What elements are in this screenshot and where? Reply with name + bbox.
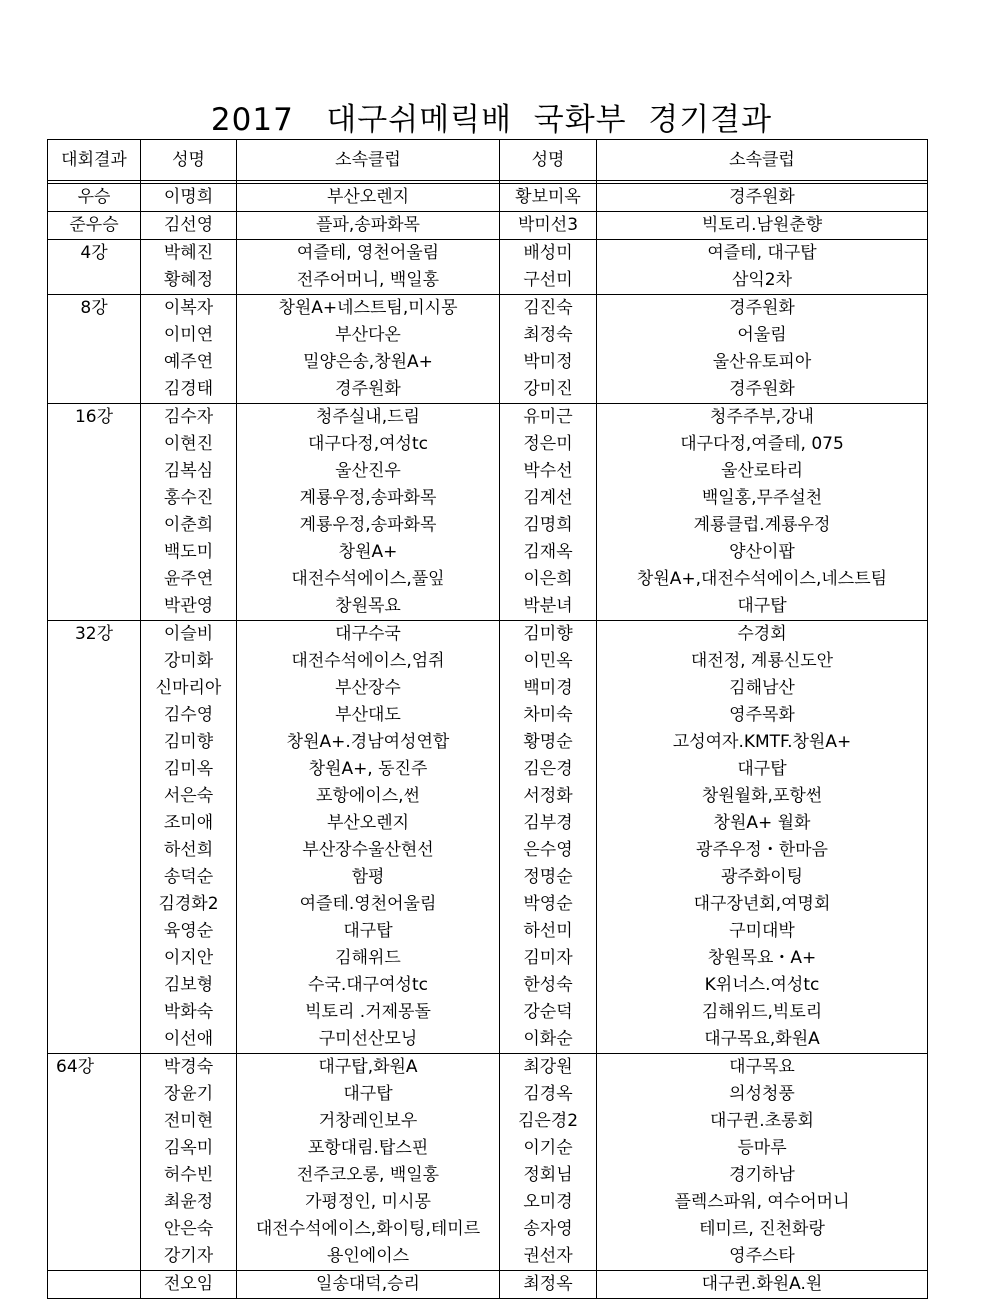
table-row (48, 184, 928, 212)
winner-club: 울산진우 (237, 458, 500, 485)
opponent-club: 여즐테, 대구탑 (597, 240, 928, 268)
winner-club: 부산장수 (237, 675, 500, 702)
winner-name: 김선영 (141, 212, 237, 240)
winner-club: 구미선산모닝 (237, 1026, 500, 1054)
table-row (48, 972, 928, 999)
winner-name: 송덕순 (141, 864, 237, 891)
opponent-club: 대구퀸.화원A.원 (597, 1271, 928, 1299)
opponent-club: 창원A+ 월화 (597, 810, 928, 837)
winner-name: 이현진 (141, 431, 237, 458)
opponent-name: 황보미옥 (500, 184, 597, 212)
stage-cell (48, 322, 141, 349)
opponent-club: 수경회 (597, 621, 928, 649)
winner-name: 김경태 (141, 376, 237, 404)
table-row (48, 349, 928, 376)
opponent-club: 대구목요,화원A (597, 1026, 928, 1054)
opponent-name: 하선미 (500, 918, 597, 945)
opponent-name: 배성미 (500, 240, 597, 268)
table-row (48, 539, 928, 566)
opponent-name: 김경옥 (500, 1081, 597, 1108)
winner-club: 경주원화 (237, 376, 500, 404)
opponent-name: 유미근 (500, 404, 597, 432)
table-row (48, 837, 928, 864)
winner-name: 백도미 (141, 539, 237, 566)
opponent-name: 한성숙 (500, 972, 597, 999)
table-row (48, 240, 928, 268)
winner-club: 대구수국 (237, 621, 500, 649)
winner-club: 부산대도 (237, 702, 500, 729)
winner-name: 조미애 (141, 810, 237, 837)
opponent-club: 백일홍,무주설천 (597, 485, 928, 512)
winner-club: 플파,송파화목 (237, 212, 500, 240)
winner-club: 여즐테, 영천어울림 (237, 240, 500, 268)
opponent-club: 대구탑 (597, 756, 928, 783)
opponent-name: 김부경 (500, 810, 597, 837)
opponent-club: 경기하남 (597, 1162, 928, 1189)
header-name-1: 성명 (141, 140, 237, 181)
table-row (48, 1243, 928, 1271)
opponent-name: 이화순 (500, 1026, 597, 1054)
table-row (48, 512, 928, 539)
winner-name: 김경화2 (141, 891, 237, 918)
table-row (48, 621, 928, 649)
opponent-name: 박영순 (500, 891, 597, 918)
stage-cell (48, 1216, 141, 1243)
winner-name: 이명희 (141, 184, 237, 212)
winner-club: 밀양은송,창원A+ (237, 349, 500, 376)
winner-name: 전오임 (141, 1271, 237, 1299)
winner-name: 박관영 (141, 593, 237, 621)
opponent-name: 정명순 (500, 864, 597, 891)
stage-cell (48, 485, 141, 512)
opponent-name: 서정화 (500, 783, 597, 810)
opponent-name: 김명희 (500, 512, 597, 539)
winner-club: 일송대덕,승리 (237, 1271, 500, 1299)
winner-club: 대전수석에이스,화이팅,테미르 (237, 1216, 500, 1243)
table-row (48, 999, 928, 1026)
winner-club: 가평정인, 미시몽 (237, 1189, 500, 1216)
stage-cell: 8강 (48, 295, 141, 323)
winner-name: 홍수진 (141, 485, 237, 512)
opponent-name: 황명순 (500, 729, 597, 756)
opponent-club: 대전정, 계룡신도안 (597, 648, 928, 675)
opponent-name: 박수선 (500, 458, 597, 485)
opponent-club: 대구목요 (597, 1054, 928, 1082)
winner-name: 이춘희 (141, 512, 237, 539)
table-row (48, 267, 928, 295)
opponent-club: 영주스타 (597, 1243, 928, 1271)
winner-club: 부산오렌지 (237, 810, 500, 837)
table-row (48, 1026, 928, 1054)
winner-name: 황혜정 (141, 267, 237, 295)
winner-name: 김복심 (141, 458, 237, 485)
table-row (48, 702, 928, 729)
header-name-2: 성명 (500, 140, 597, 181)
winner-club: 창원A+ (237, 539, 500, 566)
opponent-name: 김미자 (500, 945, 597, 972)
stage-cell: 64강 (48, 1054, 141, 1082)
winner-name: 이선애 (141, 1026, 237, 1054)
table-row (48, 1081, 928, 1108)
stage-cell (48, 349, 141, 376)
stage-cell: 4강 (48, 240, 141, 268)
table-row (48, 212, 928, 240)
table-row (48, 485, 928, 512)
winner-club: 대전수석에이스,풀잎 (237, 566, 500, 593)
table-row (48, 404, 928, 432)
stage-cell (48, 864, 141, 891)
opponent-name: 이은희 (500, 566, 597, 593)
opponent-name: 구선미 (500, 267, 597, 295)
winner-club: 대구탑,화원A (237, 1054, 500, 1082)
table-row (48, 295, 928, 323)
opponent-name: 박미선3 (500, 212, 597, 240)
opponent-name: 오미경 (500, 1189, 597, 1216)
stage-cell (48, 837, 141, 864)
winner-club: 대전수석에이스,엄쥐 (237, 648, 500, 675)
table-row (48, 810, 928, 837)
opponent-club: 울산유토피아 (597, 349, 928, 376)
stage-cell (48, 458, 141, 485)
opponent-club: 삼익2차 (597, 267, 928, 295)
winner-name: 강미화 (141, 648, 237, 675)
winner-club: 계룡우정,송파화목 (237, 485, 500, 512)
winner-club: 부산다온 (237, 322, 500, 349)
winner-name: 이슬비 (141, 621, 237, 649)
opponent-club: 경주원화 (597, 184, 928, 212)
stage-cell (48, 431, 141, 458)
stage-cell (48, 1189, 141, 1216)
stage-cell (48, 810, 141, 837)
opponent-name: 이민옥 (500, 648, 597, 675)
opponent-club: 김해남산 (597, 675, 928, 702)
opponent-club: 광주우정・한마음 (597, 837, 928, 864)
winner-club: 대구탑 (237, 1081, 500, 1108)
opponent-name: 이기순 (500, 1135, 597, 1162)
winner-club: 전주코오롱, 백일홍 (237, 1162, 500, 1189)
stage-cell (48, 783, 141, 810)
opponent-club: 대구퀸.초롱회 (597, 1108, 928, 1135)
table-row (48, 431, 928, 458)
header-stage: 대회결과 (48, 140, 141, 181)
table-row (48, 376, 928, 404)
opponent-club: 테미르, 진천화랑 (597, 1216, 928, 1243)
opponent-club: 대구다정,여즐테, 075 (597, 431, 928, 458)
table-row (48, 1135, 928, 1162)
opponent-club: 의성청풍 (597, 1081, 928, 1108)
table-row (48, 729, 928, 756)
winner-club: 창원A+.경남여성연합 (237, 729, 500, 756)
winner-name: 장윤기 (141, 1081, 237, 1108)
winner-club: 계룡우정,송파화목 (237, 512, 500, 539)
header-row (48, 140, 928, 181)
opponent-name: 최정숙 (500, 322, 597, 349)
table-row (48, 864, 928, 891)
opponent-club: 영주목화 (597, 702, 928, 729)
winner-club: 포항에이스,썬 (237, 783, 500, 810)
opponent-club: 대구장년회,여명회 (597, 891, 928, 918)
table-row (48, 783, 928, 810)
winner-club: 수국.대구여성tc (237, 972, 500, 999)
opponent-name: 김은경2 (500, 1108, 597, 1135)
opponent-name: 강미진 (500, 376, 597, 404)
opponent-name: 김계선 (500, 485, 597, 512)
table-row (48, 918, 928, 945)
opponent-name: 차미숙 (500, 702, 597, 729)
opponent-club: 계룡클럽.계룡우정 (597, 512, 928, 539)
stage-cell (48, 1026, 141, 1054)
winner-club: 창원A+네스트팀,미시몽 (237, 295, 500, 323)
opponent-club: 경주원화 (597, 295, 928, 323)
winner-name: 박경숙 (141, 1054, 237, 1082)
opponent-name: 강순덕 (500, 999, 597, 1026)
opponent-club: 구미대박 (597, 918, 928, 945)
winner-name: 서은숙 (141, 783, 237, 810)
opponent-name: 최강원 (500, 1054, 597, 1082)
opponent-club: 경주원화 (597, 376, 928, 404)
table-row (48, 322, 928, 349)
table-row (48, 1162, 928, 1189)
page-title: 2017 대구쉬메릭배 국화부 경기결과 (210, 102, 773, 138)
stage-cell (48, 702, 141, 729)
table-row (48, 1189, 928, 1216)
stage-cell: 16강 (48, 404, 141, 432)
opponent-name: 권선자 (500, 1243, 597, 1271)
table-row (48, 1271, 928, 1299)
opponent-club: 청주주부,강내 (597, 404, 928, 432)
opponent-name: 정회님 (500, 1162, 597, 1189)
stage-cell (48, 566, 141, 593)
table-row (48, 648, 928, 675)
table-row (48, 945, 928, 972)
stage-cell (48, 675, 141, 702)
table-row (48, 1054, 928, 1082)
winner-name: 최윤정 (141, 1189, 237, 1216)
winner-club: 빅토리 .거제몽돌 (237, 999, 500, 1026)
winner-name: 강기자 (141, 1243, 237, 1271)
winner-name: 이지안 (141, 945, 237, 972)
opponent-name: 김은경 (500, 756, 597, 783)
winner-name: 김미향 (141, 729, 237, 756)
opponent-club: 플렉스파워, 여수어머니 (597, 1189, 928, 1216)
opponent-name: 백미경 (500, 675, 597, 702)
opponent-name: 은수영 (500, 837, 597, 864)
winner-club: 용인에이스 (237, 1243, 500, 1271)
stage-cell (48, 1271, 141, 1299)
opponent-club: 대구탑 (597, 593, 928, 621)
stage-cell (48, 376, 141, 404)
winner-club: 포항대림.탑스핀 (237, 1135, 500, 1162)
winner-club: 여즐테.영천어울림 (237, 891, 500, 918)
winner-name: 김보형 (141, 972, 237, 999)
stage-cell (48, 945, 141, 972)
winner-club: 창원목요 (237, 593, 500, 621)
winner-name: 김옥미 (141, 1135, 237, 1162)
stage-cell (48, 756, 141, 783)
winner-club: 창원A+, 동진주 (237, 756, 500, 783)
opponent-name: 정은미 (500, 431, 597, 458)
stage-cell (48, 918, 141, 945)
opponent-name: 최정옥 (500, 1271, 597, 1299)
opponent-club: 창원A+,대전수석에이스,네스트팀 (597, 566, 928, 593)
stage-cell (48, 891, 141, 918)
opponent-club: 빅토리.남원춘향 (597, 212, 928, 240)
results-table (47, 139, 928, 1299)
stage-cell (48, 1081, 141, 1108)
stage-cell (48, 539, 141, 566)
winner-name: 하선희 (141, 837, 237, 864)
stage-cell (48, 648, 141, 675)
table-row (48, 1216, 928, 1243)
winner-club: 대구다정,여성tc (237, 431, 500, 458)
opponent-name: 김재옥 (500, 539, 597, 566)
winner-name: 전미현 (141, 1108, 237, 1135)
stage-cell (48, 1162, 141, 1189)
winner-club: 부산장수울산현선 (237, 837, 500, 864)
winner-club: 김해위드 (237, 945, 500, 972)
winner-club: 부산오렌지 (237, 184, 500, 212)
winner-name: 이미연 (141, 322, 237, 349)
winner-name: 허수빈 (141, 1162, 237, 1189)
stage-cell (48, 1243, 141, 1271)
stage-cell (48, 267, 141, 295)
header-club-1: 소속클럽 (237, 140, 500, 181)
winner-name: 김수자 (141, 404, 237, 432)
stage-cell: 우승 (48, 184, 141, 212)
opponent-club: 울산로타리 (597, 458, 928, 485)
winner-name: 안은숙 (141, 1216, 237, 1243)
winner-club: 대구탑 (237, 918, 500, 945)
opponent-club: 광주화이팅 (597, 864, 928, 891)
stage-cell (48, 512, 141, 539)
opponent-club: 창원목요・A+ (597, 945, 928, 972)
winner-club: 전주어머니, 백일홍 (237, 267, 500, 295)
stage-cell (48, 1108, 141, 1135)
opponent-name: 송자영 (500, 1216, 597, 1243)
stage-cell: 준우승 (48, 212, 141, 240)
stage-cell (48, 1135, 141, 1162)
winner-name: 김수영 (141, 702, 237, 729)
stage-cell (48, 593, 141, 621)
winner-name: 박혜진 (141, 240, 237, 268)
opponent-name: 박분녀 (500, 593, 597, 621)
table-row (48, 756, 928, 783)
winner-name: 박화숙 (141, 999, 237, 1026)
stage-cell: 32강 (48, 621, 141, 649)
winner-club: 거창레인보우 (237, 1108, 500, 1135)
stage-cell (48, 999, 141, 1026)
opponent-club: 양산이팝 (597, 539, 928, 566)
winner-name: 김미옥 (141, 756, 237, 783)
opponent-club: 창원월화,포항썬 (597, 783, 928, 810)
header-club-2: 소속클럽 (597, 140, 928, 181)
opponent-club: K위너스.여성tc (597, 972, 928, 999)
winner-name: 윤주연 (141, 566, 237, 593)
winner-name: 신마리아 (141, 675, 237, 702)
opponent-name: 김미향 (500, 621, 597, 649)
winner-name: 예주연 (141, 349, 237, 376)
winner-club: 함평 (237, 864, 500, 891)
opponent-name: 박미정 (500, 349, 597, 376)
table-row (48, 593, 928, 621)
winner-name: 육영순 (141, 918, 237, 945)
table-row (48, 566, 928, 593)
table-row (48, 675, 928, 702)
stage-cell (48, 972, 141, 999)
opponent-club: 등마루 (597, 1135, 928, 1162)
table-row (48, 1108, 928, 1135)
stage-cell (48, 729, 141, 756)
opponent-name: 김진숙 (500, 295, 597, 323)
opponent-club: 고성여자.KMTF.창원A+ (597, 729, 928, 756)
table-row (48, 458, 928, 485)
table-row (48, 891, 928, 918)
opponent-club: 김해위드,빅토리 (597, 999, 928, 1026)
winner-name: 이복자 (141, 295, 237, 323)
opponent-club: 어울림 (597, 322, 928, 349)
winner-club: 청주실내,드림 (237, 404, 500, 432)
